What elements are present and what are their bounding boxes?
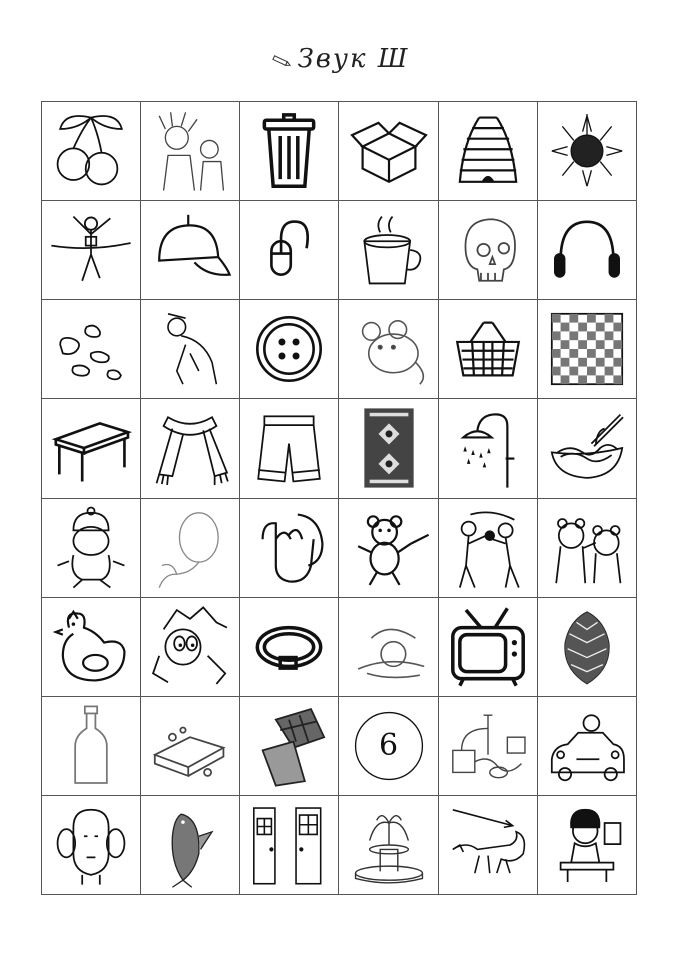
pine-cone-icon — [543, 603, 631, 691]
pencil-icon — [270, 45, 292, 75]
cell-sunflower — [538, 102, 637, 201]
chocolate-icon — [245, 702, 333, 790]
teddy-bear-icon — [345, 504, 433, 592]
bear-cubs-icon — [543, 504, 631, 592]
cell-cap — [141, 201, 240, 300]
cell-button — [240, 300, 339, 399]
cell-number-six — [339, 697, 438, 796]
cell-box — [339, 102, 438, 201]
page-title — [0, 44, 679, 75]
cell-ear-listening — [240, 499, 339, 598]
cell-chocolate — [240, 697, 339, 796]
cell-soap — [141, 697, 240, 796]
noodles-icon — [543, 404, 631, 492]
rock-singer-icon — [146, 107, 234, 195]
cell-headphones — [538, 201, 637, 300]
sleeping-child-icon — [345, 603, 433, 691]
shorts-icon — [245, 404, 333, 492]
fox-icon — [444, 801, 532, 889]
hen-icon — [47, 603, 135, 691]
cell-tv — [439, 598, 538, 697]
cell-fountain — [339, 796, 438, 895]
balloon-icon — [146, 504, 234, 592]
number-six-label: 6 — [379, 728, 399, 764]
table-icon — [47, 404, 135, 492]
basket-icon — [444, 305, 532, 393]
cell-teddy-bear — [339, 499, 438, 598]
cell-shower — [439, 399, 538, 498]
cell-shorts — [240, 399, 339, 498]
cap-icon — [146, 206, 234, 294]
cell-beehive — [439, 102, 538, 201]
cell-caterpillar — [141, 598, 240, 697]
shower-icon — [444, 404, 532, 492]
cell-singer — [141, 102, 240, 201]
cherries-icon — [47, 107, 135, 195]
cell-belt — [240, 598, 339, 697]
schoolboy-icon — [543, 801, 631, 889]
box-icon — [345, 107, 433, 195]
cell-hen — [42, 598, 141, 697]
headphones-icon — [543, 206, 631, 294]
hot-cup-icon — [345, 206, 433, 294]
cell-scarf — [141, 399, 240, 498]
picture-grid — [41, 101, 637, 895]
cell-fish — [141, 796, 240, 895]
cell-peanuts — [42, 300, 141, 399]
fish-icon — [146, 801, 234, 889]
caterpillar-icon — [146, 603, 234, 691]
cell-bottle — [42, 697, 141, 796]
cell-boy-ears — [42, 796, 141, 895]
trash-can-icon — [245, 107, 333, 195]
cell-boxers — [439, 499, 538, 598]
cell-balloon — [141, 499, 240, 598]
scarf-icon — [146, 404, 234, 492]
cell-skull — [439, 201, 538, 300]
cell-chess-board — [538, 300, 637, 399]
cold-boy-icon — [47, 504, 135, 592]
peanuts-icon — [47, 305, 135, 393]
cell-old-man — [141, 300, 240, 399]
mouse-animal-icon — [345, 305, 433, 393]
cell-bear-cubs — [538, 499, 637, 598]
cell-trash-can — [240, 102, 339, 201]
cables-icon — [444, 702, 532, 790]
boxers-icon — [444, 504, 532, 592]
chess-board-icon — [543, 305, 631, 393]
title-text: Звук Ш — [297, 44, 410, 74]
sunflower-icon — [543, 107, 631, 195]
car-driver-icon — [543, 702, 631, 790]
cell-table — [42, 399, 141, 498]
embroidered-towel-icon — [345, 404, 433, 492]
boy-ears-icon — [47, 801, 135, 889]
cell-embroidered-towel — [339, 399, 438, 498]
cell-noodles — [538, 399, 637, 498]
soap-icon — [146, 702, 234, 790]
ear-listening-icon — [245, 504, 333, 592]
button-icon — [245, 305, 333, 393]
cell-car-driver — [538, 697, 637, 796]
cell-pine-cone — [538, 598, 637, 697]
skull-icon — [444, 206, 532, 294]
cell-hot-cup — [339, 201, 438, 300]
cell-cold-boy — [42, 499, 141, 598]
fountain-icon — [345, 801, 433, 889]
tv-icon — [444, 603, 532, 691]
cell-cherries — [42, 102, 141, 201]
belt-icon — [245, 603, 333, 691]
beehive-icon — [444, 107, 532, 195]
cell-schoolboy — [538, 796, 637, 895]
bottle-icon — [47, 702, 135, 790]
doors-icon — [245, 801, 333, 889]
cell-cables — [439, 697, 538, 796]
cell-basket — [439, 300, 538, 399]
runner-icon — [47, 206, 135, 294]
old-man-icon — [146, 305, 234, 393]
cell-computer-mouse — [240, 201, 339, 300]
cell-fox — [439, 796, 538, 895]
cell-runner — [42, 201, 141, 300]
computer-mouse-icon — [245, 206, 333, 294]
cell-doors — [240, 796, 339, 895]
cell-sleeping-child — [339, 598, 438, 697]
cell-mouse-animal — [339, 300, 438, 399]
